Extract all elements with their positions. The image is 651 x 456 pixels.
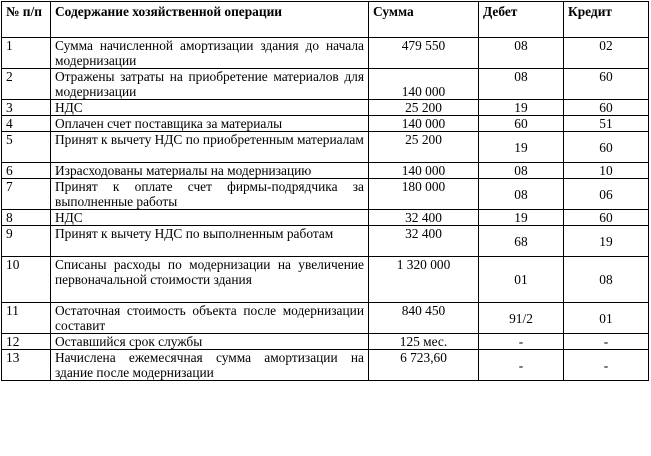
cell-debit: 08 bbox=[479, 163, 564, 179]
cell-sum: 140 000 bbox=[369, 69, 479, 100]
cell-description: Принят к вычету НДС по приобретенным материалам bbox=[51, 132, 369, 163]
header-description: Содержание хозяйственной операции bbox=[51, 2, 369, 38]
table-row bbox=[2, 116, 649, 132]
cell-num: 6 bbox=[2, 163, 51, 179]
table-row bbox=[2, 38, 649, 69]
cell-sum: 6 723,60 bbox=[369, 350, 479, 381]
cell-credit: 06 bbox=[564, 179, 649, 210]
cell-credit: 08 bbox=[564, 257, 649, 303]
cell-credit: - bbox=[564, 350, 649, 381]
cell-debit: 19 bbox=[479, 100, 564, 116]
table-row bbox=[2, 132, 649, 163]
cell-credit: 60 bbox=[564, 100, 649, 116]
cell-description: Списаны расходы по модернизации на увеличение первоначальной стоимости здания bbox=[51, 257, 369, 303]
cell-description: Начислена ежемесячная сумма амортизации на здание после модернизации bbox=[51, 350, 369, 381]
cell-credit: - bbox=[564, 334, 649, 350]
cell-credit: 60 bbox=[564, 210, 649, 226]
cell-sum: 25 200 bbox=[369, 132, 479, 163]
table-row bbox=[2, 350, 649, 381]
cell-debit: 19 bbox=[479, 132, 564, 163]
operations-table bbox=[1, 1, 649, 381]
cell-sum: 840 450 bbox=[369, 303, 479, 334]
cell-credit: 01 bbox=[564, 303, 649, 334]
cell-description: Принят к вычету НДС по выполненным работам bbox=[51, 226, 369, 257]
header-num: № п/п bbox=[2, 2, 51, 38]
cell-sum: 25 200 bbox=[369, 100, 479, 116]
cell-sum: 1 320 000 bbox=[369, 257, 479, 303]
cell-debit: 08 bbox=[479, 179, 564, 210]
cell-debit: - bbox=[479, 350, 564, 381]
cell-debit: 68 bbox=[479, 226, 564, 257]
cell-num: 11 bbox=[2, 303, 51, 334]
cell-credit: 10 bbox=[564, 163, 649, 179]
cell-num: 12 bbox=[2, 334, 51, 350]
cell-sum: 180 000 bbox=[369, 179, 479, 210]
cell-credit: 19 bbox=[564, 226, 649, 257]
cell-debit: 91/2 bbox=[479, 303, 564, 334]
table-row bbox=[2, 210, 649, 226]
table-header-row bbox=[2, 2, 649, 38]
cell-credit: 60 bbox=[564, 132, 649, 163]
table-row bbox=[2, 69, 649, 100]
cell-num: 10 bbox=[2, 257, 51, 303]
table-row bbox=[2, 257, 649, 303]
cell-num: 2 bbox=[2, 69, 51, 100]
cell-credit: 51 bbox=[564, 116, 649, 132]
cell-num: 13 bbox=[2, 350, 51, 381]
header-sum: Сумма bbox=[369, 2, 479, 38]
table-row bbox=[2, 179, 649, 210]
cell-num: 5 bbox=[2, 132, 51, 163]
cell-description: Принят к оплате счет фирмы-подрядчика за выполненные работы bbox=[51, 179, 369, 210]
header-debit: Дебет bbox=[479, 2, 564, 38]
table-row bbox=[2, 334, 649, 350]
cell-num: 4 bbox=[2, 116, 51, 132]
cell-num: 9 bbox=[2, 226, 51, 257]
cell-credit: 60 bbox=[564, 69, 649, 100]
cell-debit: 08 bbox=[479, 38, 564, 69]
cell-sum: 32 400 bbox=[369, 226, 479, 257]
cell-description: Оставшийся срок службы bbox=[51, 334, 369, 350]
cell-description: Сумма начисленной амортизации здания до начала модернизации bbox=[51, 38, 369, 69]
cell-debit: 08 bbox=[479, 69, 564, 100]
cell-description: НДС bbox=[51, 210, 369, 226]
cell-sum: 140 000 bbox=[369, 163, 479, 179]
cell-debit: 01 bbox=[479, 257, 564, 303]
cell-num: 7 bbox=[2, 179, 51, 210]
cell-debit: 19 bbox=[479, 210, 564, 226]
cell-sum: 125 мес. bbox=[369, 334, 479, 350]
cell-description: Отражены затраты на приобретение материалов для модернизации bbox=[51, 69, 369, 100]
cell-description: Оплачен счет поставщика за материалы bbox=[51, 116, 369, 132]
table-row bbox=[2, 226, 649, 257]
cell-sum: 32 400 bbox=[369, 210, 479, 226]
cell-sum: 479 550 bbox=[369, 38, 479, 69]
cell-debit: 60 bbox=[479, 116, 564, 132]
table-row bbox=[2, 100, 649, 116]
cell-num: 3 bbox=[2, 100, 51, 116]
cell-description: НДС bbox=[51, 100, 369, 116]
cell-num: 8 bbox=[2, 210, 51, 226]
cell-description: Остаточная стоимость объекта после модернизации составит bbox=[51, 303, 369, 334]
header-credit: Кредит bbox=[564, 2, 649, 38]
cell-sum: 140 000 bbox=[369, 116, 479, 132]
table-row bbox=[2, 163, 649, 179]
table-row bbox=[2, 303, 649, 334]
cell-description: Израсходованы материалы на модернизацию bbox=[51, 163, 369, 179]
cell-credit: 02 bbox=[564, 38, 649, 69]
cell-debit: - bbox=[479, 334, 564, 350]
cell-num: 1 bbox=[2, 38, 51, 69]
